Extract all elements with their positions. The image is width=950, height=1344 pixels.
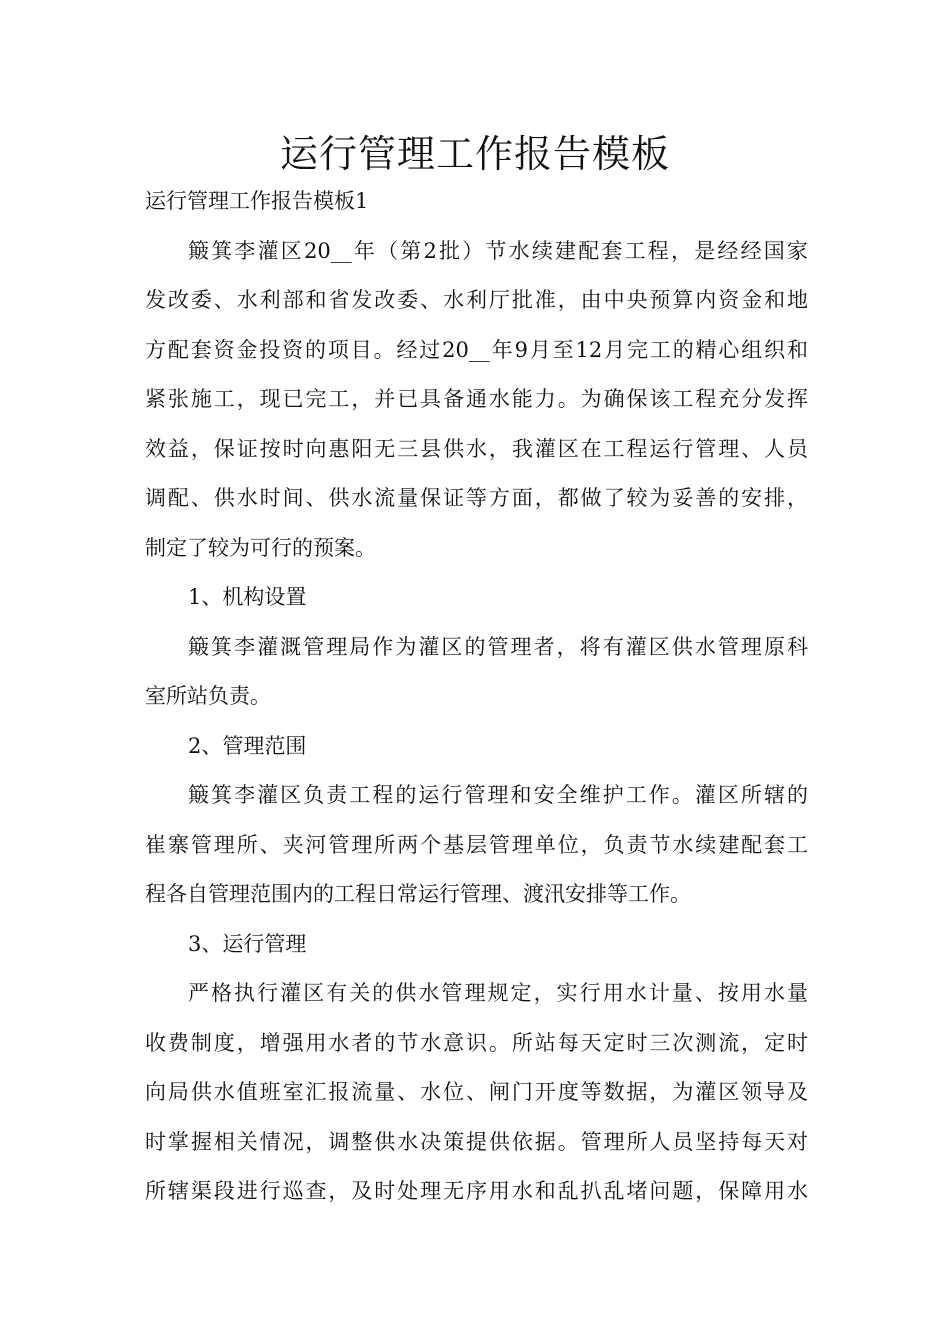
paragraph-line: 时掌握相关情况，调整供水决策提供依据。管理所人员坚持每天对 <box>145 1129 808 1154</box>
paragraph-line: 制定了较为可行的预案。 <box>145 535 376 560</box>
paragraph-line: 方配套资金投资的项目。经过20__年9月至12月完工的精心组织和 <box>145 337 808 362</box>
paragraph-line: 簸箕李灌区20__年（第2批）节水续建配套工程，是经经国家 <box>188 238 808 263</box>
paragraph-line: 严格执行灌区有关的供水管理规定，实行用水计量、按用水量 <box>188 981 808 1005</box>
section-heading: 2、管理范围 <box>188 733 307 758</box>
paragraph-line: 收费制度，增强用水者的节水意识。所站每天定时三次测流，定时 <box>145 1030 808 1055</box>
paragraph-line: 紧张施工，现已完工，并已具备通水能力。为确保该工程充分发挥 <box>145 387 808 411</box>
paragraph-line: 簸箕李灌区负责工程的运行管理和安全维护工作。灌区所辖的 <box>188 783 808 807</box>
paragraph-line: 所辖渠段进行巡查，及时处理无序用水和乱扒乱堵问题，保障用水 <box>145 1179 808 1203</box>
paragraph-line: 效益，保证按时向惠阳无三县供水，我灌区在工程运行管理、人员 <box>145 436 808 461</box>
paragraph-line: 调配、供水时间、供水流量保证等方面，都做了较为妥善的安排， <box>145 486 808 510</box>
section-heading: 3、运行管理 <box>188 931 307 956</box>
paragraph-line: 程各自管理范围内的工程日常运行管理、渡汛安排等工作。 <box>145 882 691 906</box>
document-body <box>145 177 808 1217</box>
paragraph-line: 室所站负责。 <box>145 684 271 708</box>
paragraph-line: 发改委、水利部和省发改委、水利厅批准，由中央预算内资金和地 <box>145 288 808 312</box>
paragraph-line: 向局供水值班室汇报流量、水位、闸门开度等数据，为灌区领导及 <box>145 1080 808 1104</box>
paragraph-line: 簸箕李灌溉管理局作为灌区的管理者，将有灌区供水管理原科 <box>188 634 808 659</box>
document-title: 运行管理工作报告模板 <box>279 132 670 176</box>
section-heading: 1、机构设置 <box>188 585 307 609</box>
paragraph-line: 崔寨管理所、夹河管理所两个基层管理单位，负责节水续建配套工 <box>145 832 808 857</box>
section-heading: 运行管理工作报告模板1 <box>145 189 369 213</box>
